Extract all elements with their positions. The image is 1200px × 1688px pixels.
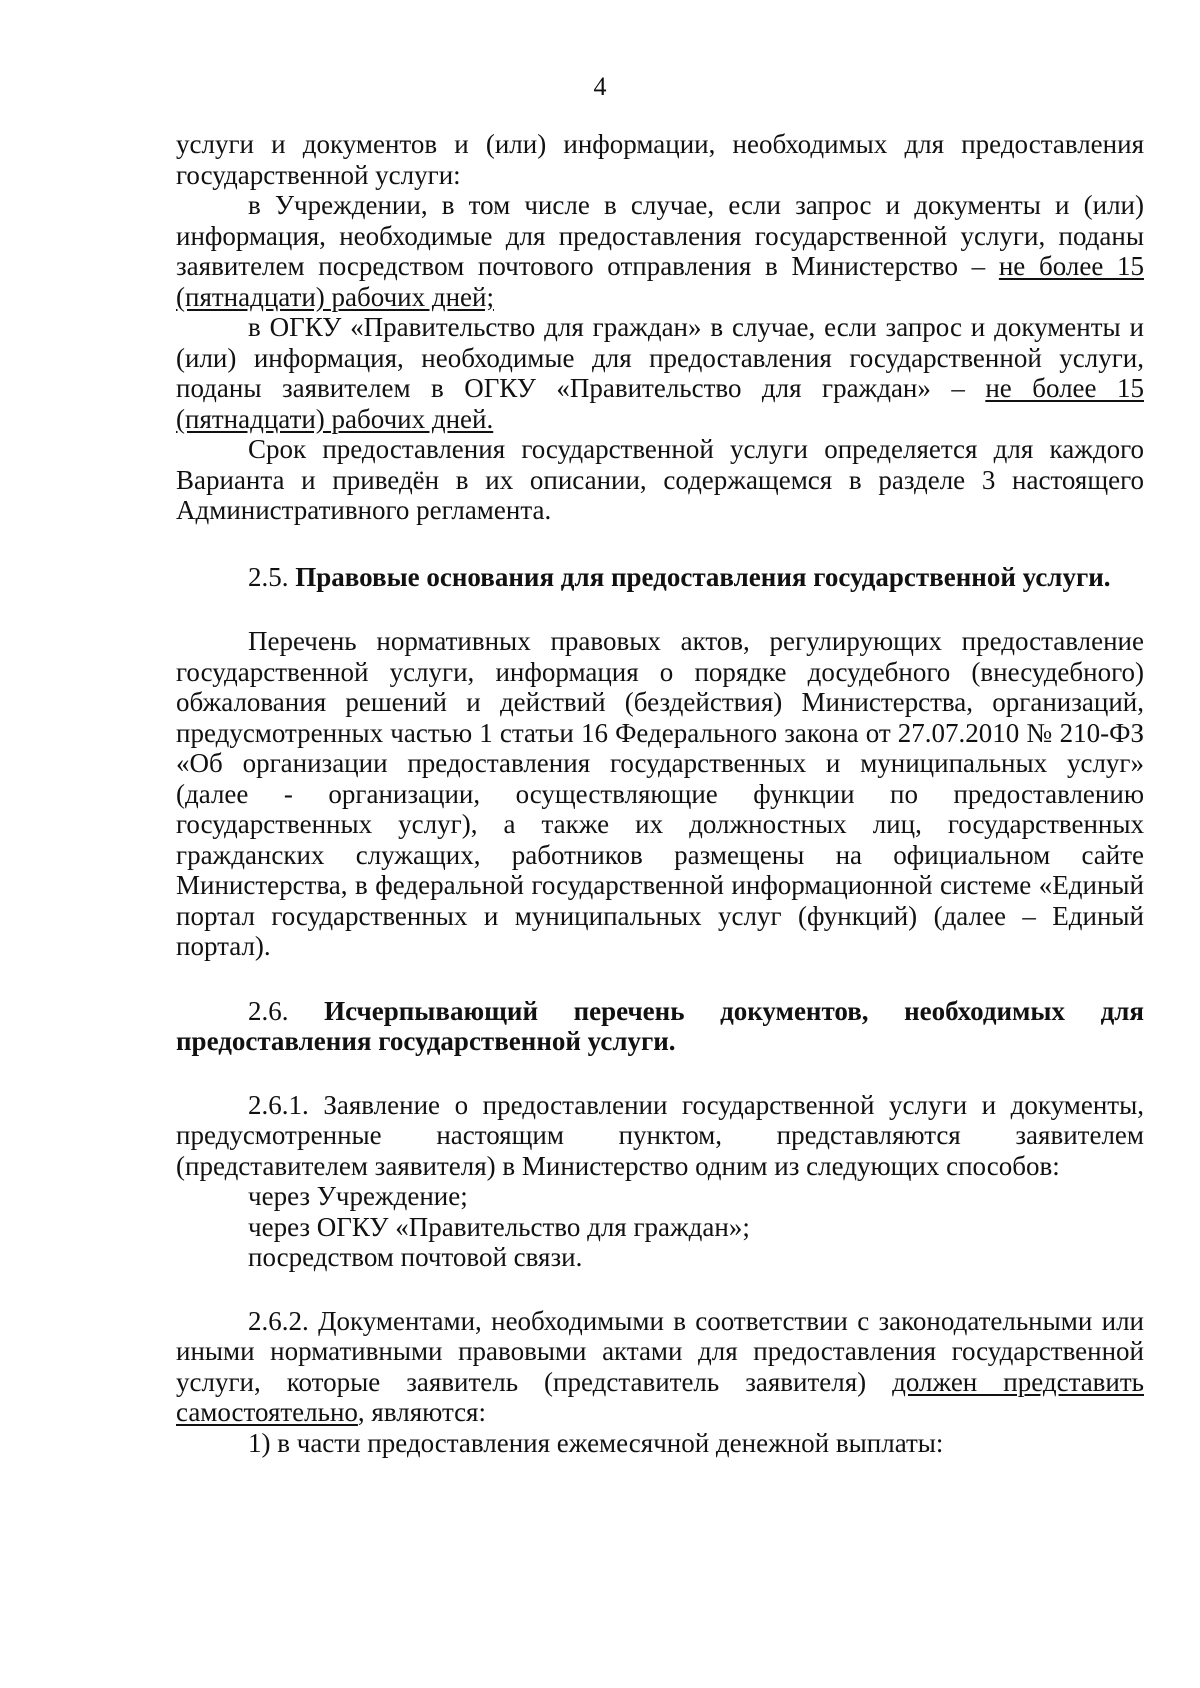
paragraph-legal-acts: Перечень нормативных правовых актов, регулирующих предоставление государственной услуги, информация о порядке досудебного (внесудебного) обжалования решений и действий (бездействия) Министерства, организаций, предусмотренных частью 1 статьи 16 Федерального закона от 27.07.2010 № 210-ФЗ «Об организации предоставления государственных и муниципальных услуг» (далее - организации, осуществляющие функции по предоставлению государственных услуг), а также их должностных лиц, государственных гражданских служащих, работников размещены на официальном сайте Министерства, в федеральной государственной информационной системе «Единый портал государственных и муниципальных услуг (функций) (далее – Единый портал). — [176, 626, 1144, 961]
section-title: Правовые основания для предоставления государственной услуги. — [295, 561, 1111, 592]
section-number: 2.6. — [248, 995, 325, 1026]
paragraph-institution-term — [176, 190, 1144, 312]
underlined-term: не более 15 (пятнадцати) рабочих дней; — [176, 251, 1145, 312]
section-number: 2.5. — [248, 561, 296, 592]
list-item-method: через ОГКУ «Правительство для граждан»; — [248, 1211, 750, 1242]
page-number: 4 — [593, 72, 607, 101]
paragraph-2-6-1: 2.6.1. Заявление о предоставлении государственной услуги и документы, предусмотренные настоящим пунктом, представляются заявителем (представителем заявителя) в Министерство одним из следующих способов: — [176, 1089, 1144, 1181]
paragraph-text: в ОГКУ «Правительство для граждан» в случае, если запрос и документы и (или) информация, необходимые для предоставления государственной услуги, поданы заявителем в ОГКУ «Правительство для граждан» – — [176, 312, 1144, 403]
paragraph-continuation: услуги и документов и (или) информации, необходимых для предоставления государственной услуги: — [176, 129, 1144, 190]
paragraph-2-6-2 — [176, 1306, 1144, 1428]
list-item-method: посредством почтовой связи. — [248, 1242, 583, 1272]
paragraph-list-start: 1) в части предоставления ежемесячной денежной выплаты: — [248, 1427, 944, 1458]
section-title: Исчерпывающий перечень документов, необходимых для предоставления государственной услуги. — [176, 995, 1145, 1056]
paragraph-ogku-term — [176, 312, 1144, 434]
section-heading-2-5 — [176, 562, 1144, 593]
paragraph-text: 2.6.2. Документами, необходимыми в соответствии с законодательными или иными нормативными правовыми актами для предоставления государственной услуги, которые заявитель (представитель заявителя) — [176, 1305, 1144, 1397]
paragraph-text: , являются: — [357, 1397, 486, 1427]
document-body — [176, 129, 1144, 1458]
underlined-term: не более 15 (пятнадцати) рабочих дней. — [176, 373, 1144, 434]
underlined-term: должен представить самостоятельно — [176, 1366, 1144, 1427]
section-heading-2-6 — [176, 996, 1144, 1057]
paragraph-text: в Учреждении, в том числе в случае, если запрос и документы и (или) информация, необходимые для предоставления государственной услуги, поданы заявителем посредством почтового отправления в Министерство – — [176, 190, 1144, 281]
paragraph-service-period: Срок предоставления государственной услуги определяется для каждого Варианта и приведён в их описании, содержащемся в разделе 3 настоящего Административного регламента. — [176, 434, 1144, 525]
list-item-method: через Учреждение; — [248, 1181, 468, 1211]
